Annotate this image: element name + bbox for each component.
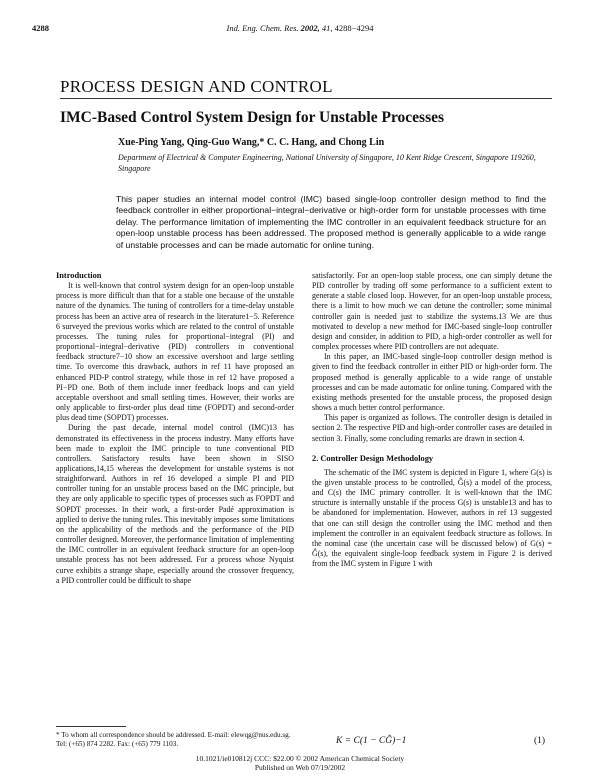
journal-pages: 4288−4294 — [334, 23, 374, 33]
page-number: 4288 — [32, 23, 49, 33]
section-heading: PROCESS DESIGN AND CONTROL — [60, 77, 333, 96]
paragraph: This paper is organized as follows. The controller design is detailed in section 2. The respective PID and high-order controller cases are detailed in section 3. Finally, some concluding remarks are drawn in section 4. — [312, 413, 552, 443]
doi-line: 10.1021/ie010812j CCC: $22.00 © 2002 American Chemical Society — [195, 754, 405, 763]
affiliation: Department of Electrical & Computer Engineering, National University of Singapore, 10 Kent Ridge Crescent, Singapore 119260, Singapore — [118, 153, 536, 173]
paragraph: During the past decade, internal model control (IMC)13 has demonstrated its effectiveness in the process industry. Many efforts have been made to exploit the IMC principle to tune conventional PID controllers. Satisfactory results have been shown in SISO applications,14,15 whereas the development for unstable systems is not straightforward. Authors in ref 16 developed a simple PI and PID controller tuning for an unstable process based on the IMC principle, but they are only applicable to specific types of processes such as FOPDT and SOPDT processes. In their work, a first-order Padé approximation is applied to derive the tuning rules. This inevitably imposes some limitations on the applicability of the methods and the performance of the PID controller designed. Moreover, the performance limitation of implementing the IMC controller in an equivalent feedback structure for an open-loop unstable process has not been addressed. For a process whose Nyquist curve exhibits a strange shape, especially around the crossover frequency, a PID controller could be difficult to shape — [56, 423, 294, 585]
right-column — [312, 271, 552, 569]
equation-number: (1) — [534, 736, 546, 746]
methodology-heading: 2. Controller Design Methodology — [312, 453, 434, 463]
divider — [60, 98, 552, 99]
journal-volume: 41, — [321, 23, 333, 33]
paper-title: IMC-Based Control System Design for Unstable Processes — [60, 109, 445, 126]
publication-date: Published on Web 07/19/2002 — [254, 763, 346, 772]
paragraph: It is well-known that control system design for an open-loop unstable process is more difficult than that for a stable one because of the unstable nature of the dynamics. The tuning of controllers for a time-delay unstable process has been an active area of research in the literature1−5. Reference 6 surveyed the previous works which are related to the control of unstable processes. The tuning rules for proportional−integral (PI) and proportional−integral−derivative (PID) controllers in conventional feedback structure7−10 show an excessive overshoot and large settling time. To overcome this drawback, authors in ref 11 have proposed an enhanced PID-P control strategy, while those in ref 12 have proposed a PI−PD one. Both of them include inner feedback loops and can yield acceptable overshoot and small settling times. However, their works are only applicable to first-order plus dead time (FOPDT) and second-order plus dead time (SOPDT) processes. — [56, 281, 294, 423]
paragraph: satisfactorily. For an open-loop stable process, one can simply detune the PID controller by trading off some performance to a sufficient extent to generate a stable closed loop. However, for an open-loop unstable process, there is a limit to how much we can detune the controller; some minimal controller gain is needed just to stabilize the systems.13 We are thus motivated to develop a new method for IMC-based single-loop controller design and consider, in addition to PID, a high-order controller as well for complex processes where PID controllers are not adequate. — [312, 271, 552, 352]
footnote: * To whom all correspondence should be addressed. E-mail: elewqg@nus.edu.sg. Tel: (+65) 874 2282. Fax: (+65) 779 1103. — [56, 731, 291, 749]
left-column — [56, 271, 294, 586]
paragraph: In this paper, an IMC-based single-loop controller design method is given to find the feedback controller in either PID or high-order form. The proposed method is generally applicable to a wide range of unstable processes and can be made automatic for online tuning. Compared with the existing methods presented for the unstable process, the proposed design shows a much better control performance. — [312, 352, 552, 413]
journal-name: Ind. Eng. Chem. Res. — [226, 23, 299, 33]
abstract: This paper studies an internal model control (IMC) based single-loop controller design method to find the feedback controller in either proportional−integral−derivative or high-order form for unstable processes with time delay. The performance limitation of implementing the IMC controller in an equivalent feedback structure for an open-loop unstable process has been addressed. The proposed method is generally applicable to a wide range of unstable processes and can be made automatic for online tuning. — [116, 194, 546, 250]
journal-citation — [0, 23, 600, 33]
journal-year: 2002, — [300, 23, 320, 33]
author-list: Xue-Ping Yang, Qing-Guo Wang,* C. C. Hang, and Chong Lin — [118, 137, 385, 148]
equation: K = C(1 − CĜ)−1 — [336, 736, 407, 746]
footnote-divider — [56, 726, 126, 727]
paragraph: The schematic of the IMC system is depicted in Figure 1, where G(s) is the given unstable process to be controlled, Ĝ(s) a model of the process, and C(s) the IMC primary controller. It is well-known that the IMC structure is internally unstable if the process G(s) is unstable13 and has to be abandoned for implementation. However, authors in ref 13 suggested that one can still design the controller using the IMC method and then implement the controller in an equivalent feedback structure as follows. In the nominal case (the uncertain case will be discussed below) of G(s) = Ĝ(s), the equivalent single-loop feedback system in Figure 2 is derived from the IMC system in Figure 1 with — [312, 467, 552, 569]
introduction-heading: Introduction — [56, 271, 102, 280]
